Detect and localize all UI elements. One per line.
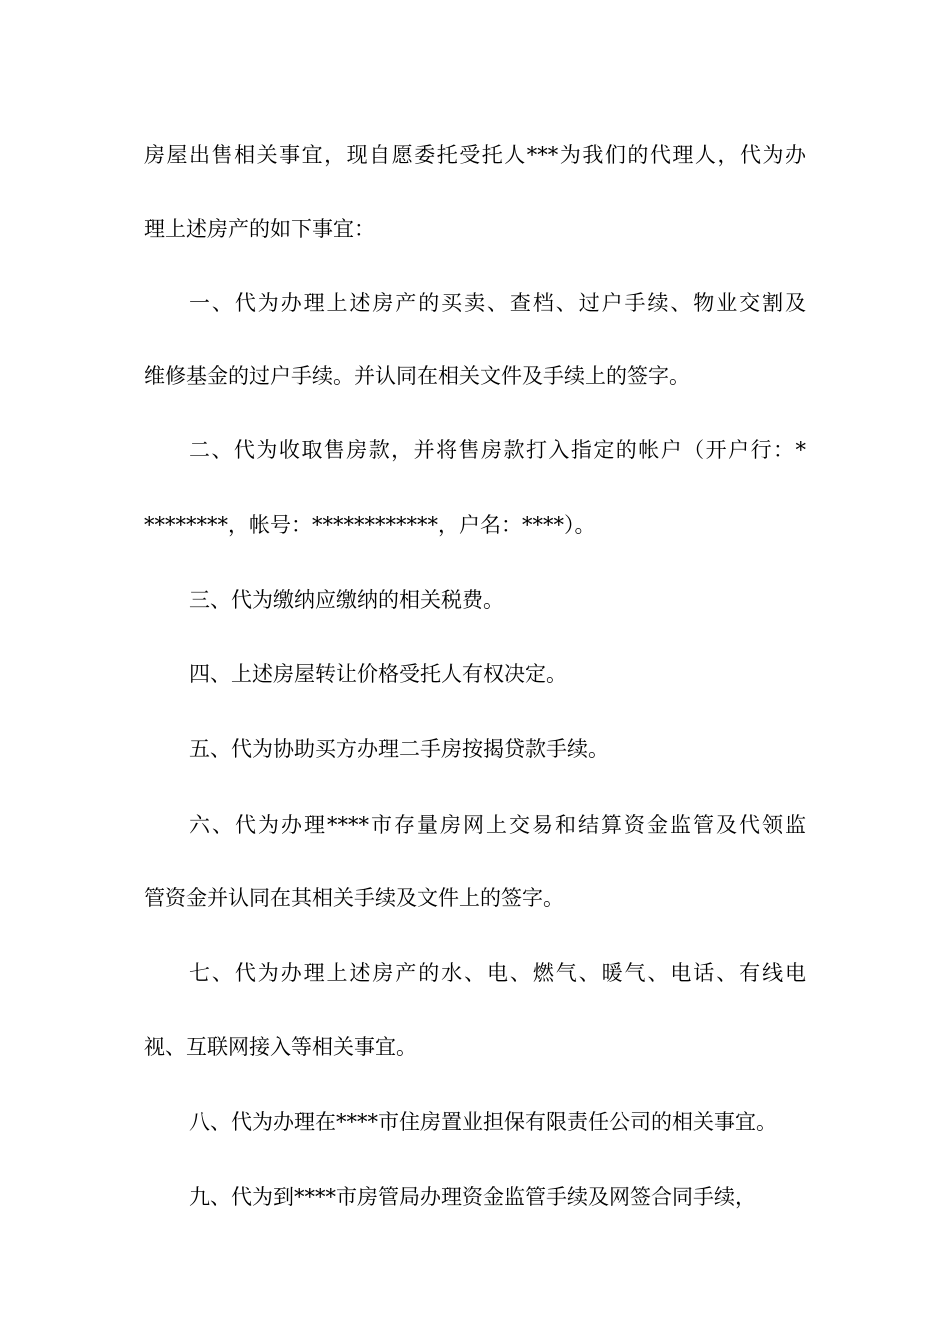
clause-7-line-1: 七、代为办理上述房产的水、电、燃气、暖气、电话、有线电 <box>189 961 806 985</box>
text-line-1: 房屋出售相关事宜，现自愿委托受托人***为我们的代理人，代为办 <box>144 143 806 167</box>
clause-5: 五、代为协助买方办理二手房按揭贷款手续。 <box>189 737 609 761</box>
clause-9: 九、代为到****市房管局办理资金监管手续及网签合同手续， <box>189 1185 756 1209</box>
clause-1-line-1: 一、代为办理上述房产的买卖、查档、过户手续、物业交割及 <box>189 291 806 315</box>
text-line-2: 理上述房产的如下事宜： <box>144 217 375 241</box>
clause-4: 四、上述房屋转让价格受托人有权决定。 <box>189 662 567 686</box>
clause-2-line-1: 二、代为收取售房款，并将售房款打入指定的帐户（开户行：* <box>189 438 806 462</box>
clause-1-line-2: 维修基金的过户手续。并认同在相关文件及手续上的签字。 <box>144 364 690 388</box>
clause-6-line-2: 管资金并认同在其相关手续及文件上的签字。 <box>144 886 564 910</box>
clause-6-line-1: 六、代为办理****市存量房网上交易和结算资金监管及代领监 <box>189 813 806 837</box>
clause-8: 八、代为办理在****市住房置业担保有限责任公司的相关事宜。 <box>189 1110 777 1134</box>
clause-2-line-2: ********，帐号：************，户名：****）。 <box>144 513 596 537</box>
clause-3: 三、代为缴纳应缴纳的相关税费。 <box>189 588 504 612</box>
clause-7-line-2: 视、互联网接入等相关事宜。 <box>144 1035 417 1059</box>
